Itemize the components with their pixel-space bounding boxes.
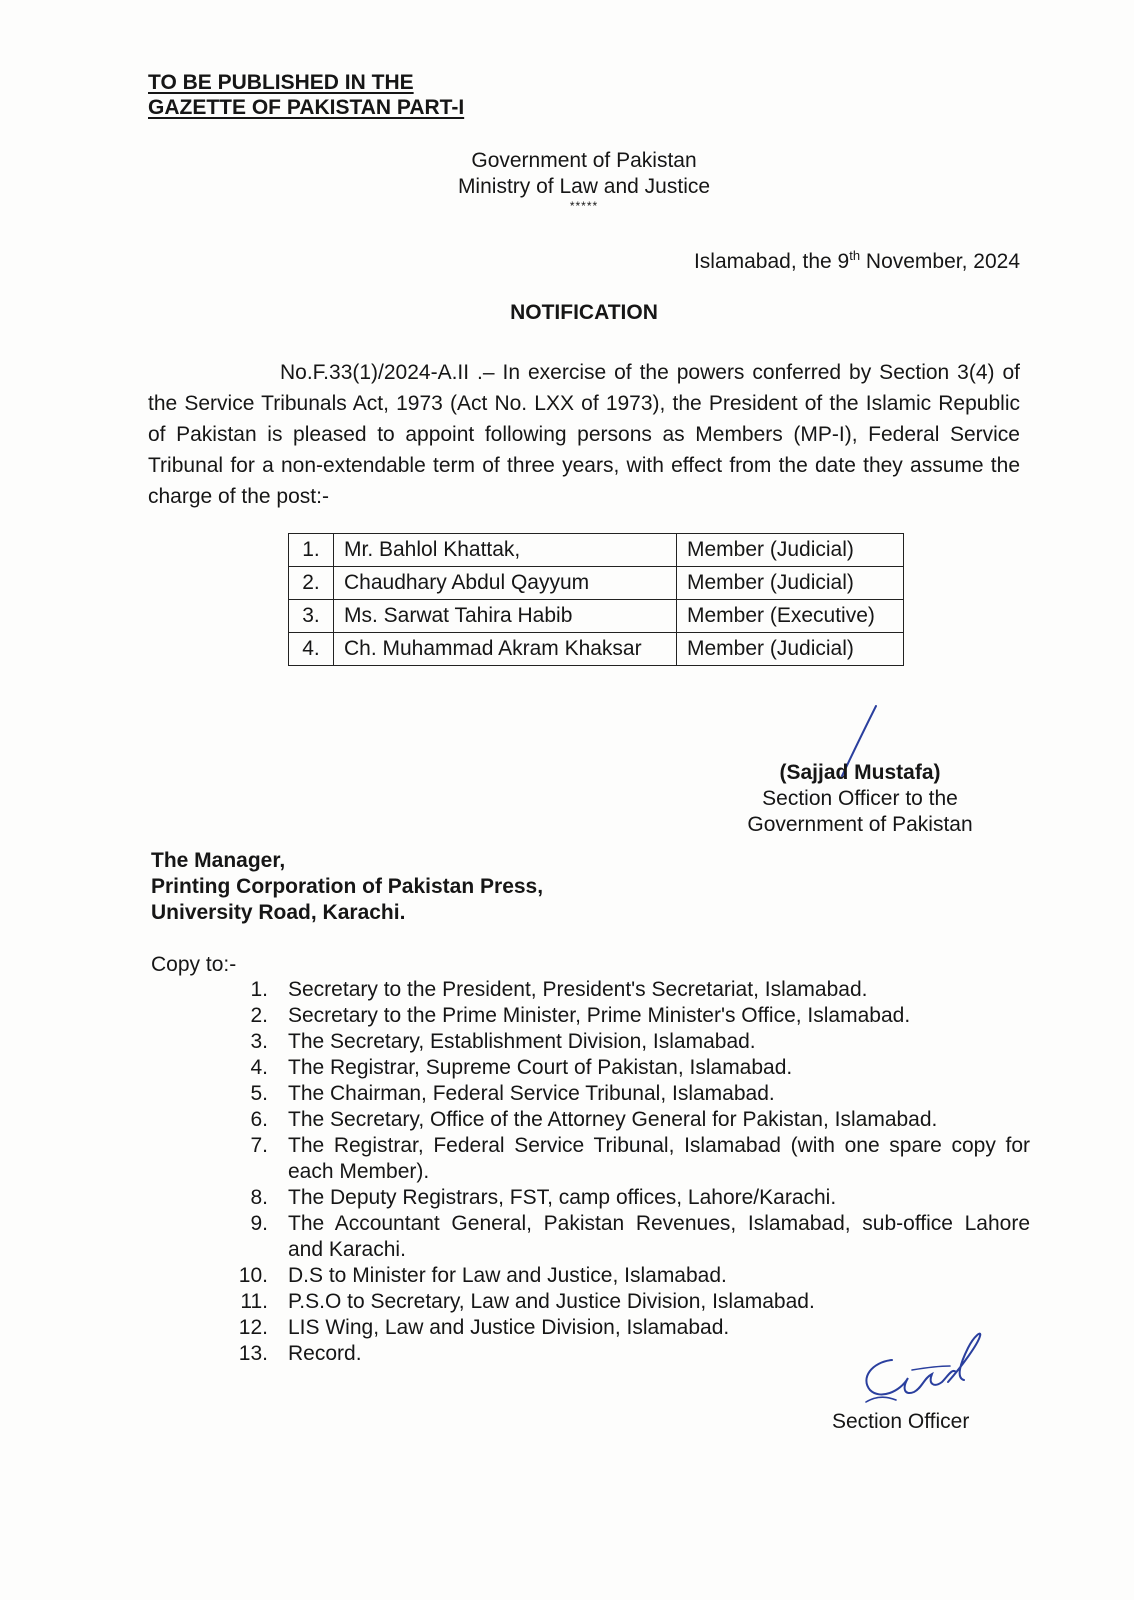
notification-body-text: No.F.33(1)/2024-A.II .– In exercise of the powers conferred by Section 3(4) of the Service Tribunals Act, 1973 (Act No. LXX of 1973), the President of the Islamic Republic of Pakistan is pleased to appoint following persons as Members (MP-I), Federal Service Tribunal for a non-extendable term of three years, with effect from the date they assume the charge of the post:- — [148, 361, 1020, 508]
copy-recipient: The Registrar, Federal Service Tribunal, Islamabad (with one spare copy for each Member). — [288, 1134, 1030, 1183]
date-ordinal: th — [849, 248, 861, 263]
copy-recipient: The Deputy Registrars, FST, camp offices, Lahore/Karachi. — [288, 1186, 837, 1209]
table-row — [289, 600, 904, 633]
signatory-name: (Sajjad Mustafa) — [779, 761, 941, 784]
copy-to-heading: Copy to:- — [151, 953, 237, 976]
copy-number: 4. — [250, 1056, 268, 1079]
list-item — [230, 1289, 1030, 1315]
list-item — [230, 1107, 1030, 1133]
signatory-designation-2: Government of Pakistan — [747, 813, 973, 836]
member-number: 2. — [289, 567, 334, 600]
copy-number: 3. — [250, 1030, 268, 1053]
gazette-line-2: GAZETTE OF PAKISTAN PART-I — [148, 96, 465, 119]
handwritten-signature — [852, 1330, 992, 1420]
signatory-designation-1: Section Officer to the — [762, 787, 958, 810]
addressee-line-2: Printing Corporation of Pakistan Press, — [151, 875, 544, 898]
copy-number: 6. — [250, 1108, 268, 1131]
copy-number: 10. — [238, 1264, 268, 1287]
date-suffix: November, 2024 — [860, 250, 1020, 273]
copy-number: 8. — [250, 1186, 268, 1209]
member-post: Member (Judicial) — [677, 534, 904, 567]
list-item — [230, 1211, 1030, 1263]
list-item — [230, 977, 1030, 1003]
separator-stars: ***** — [569, 199, 599, 213]
copy-recipient: P.S.O to Secretary, Law and Justice Division, Islamabad. — [288, 1290, 815, 1313]
list-item — [230, 1081, 1030, 1107]
addressee-block — [151, 848, 543, 926]
gazette-line-1: TO BE PUBLISHED IN THE — [148, 71, 414, 94]
signatory-block — [714, 760, 1006, 838]
gazette-heading — [148, 70, 464, 120]
copy-recipient: The Chairman, Federal Service Tribunal, Islamabad. — [288, 1082, 775, 1105]
copy-recipient: Secretary to the President, President's Secretariat, Islamabad. — [288, 978, 868, 1001]
copy-recipient: LIS Wing, Law and Justice Division, Islamabad. — [288, 1316, 730, 1339]
member-post: Member (Judicial) — [677, 633, 904, 666]
copy-number: 11. — [240, 1290, 268, 1313]
copy-recipient: The Secretary, Establishment Division, Islamabad. — [288, 1030, 756, 1053]
list-item — [230, 1133, 1030, 1185]
member-name: Ms. Sarwat Tahira Habib — [334, 600, 677, 633]
member-post: Member (Judicial) — [677, 567, 904, 600]
list-item — [230, 1055, 1030, 1081]
copy-recipient: The Accountant General, Pakistan Revenues, Islamabad, sub-office Lahore and Karachi. — [288, 1212, 1030, 1261]
government-name: Government of Pakistan — [471, 149, 697, 172]
list-item — [230, 1029, 1030, 1055]
notification-body — [148, 357, 1020, 512]
copy-recipient: The Secretary, Office of the Attorney General for Pakistan, Islamabad. — [288, 1108, 938, 1131]
copy-number: 12. — [238, 1316, 268, 1339]
issue-date — [694, 249, 1020, 275]
footer-section-officer: Section Officer — [832, 1410, 970, 1433]
addressee-line-1: The Manager, — [151, 849, 286, 872]
ministry-block — [384, 148, 784, 212]
table-row — [289, 567, 904, 600]
copy-number: 1. — [250, 978, 268, 1001]
member-number: 3. — [289, 600, 334, 633]
member-name: Chaudhary Abdul Qayyum — [334, 567, 677, 600]
table-row — [289, 534, 904, 567]
copy-number: 9. — [250, 1212, 268, 1235]
member-post: Member (Executive) — [677, 600, 904, 633]
addressee-line-3: University Road, Karachi. — [151, 901, 406, 924]
list-item — [230, 1185, 1030, 1211]
copy-recipient: Secretary to the Prime Minister, Prime Minister's Office, Islamabad. — [288, 1004, 911, 1027]
copy-recipient: The Registrar, Supreme Court of Pakistan, Islamabad. — [288, 1056, 793, 1079]
copy-number: 13. — [238, 1342, 268, 1365]
copy-number: 2. — [250, 1004, 268, 1027]
table-row — [289, 633, 904, 666]
copy-recipient: D.S to Minister for Law and Justice, Islamabad. — [288, 1264, 727, 1287]
member-number: 4. — [289, 633, 334, 666]
member-name: Mr. Bahlol Khattak, — [334, 534, 677, 567]
copy-number: 5. — [250, 1082, 268, 1105]
member-number: 1. — [289, 534, 334, 567]
ministry-name: Ministry of Law and Justice — [457, 175, 711, 198]
copy-number: 7. — [250, 1134, 268, 1157]
copy-recipient: Record. — [288, 1342, 362, 1365]
notification-title: NOTIFICATION — [510, 301, 658, 324]
list-item — [230, 1003, 1030, 1029]
list-item — [230, 1263, 1030, 1289]
copy-list — [230, 977, 1030, 1367]
member-name: Ch. Muhammad Akram Khaksar — [334, 633, 677, 666]
date-prefix: Islamabad, the 9 — [693, 250, 850, 273]
members-table — [288, 533, 904, 666]
